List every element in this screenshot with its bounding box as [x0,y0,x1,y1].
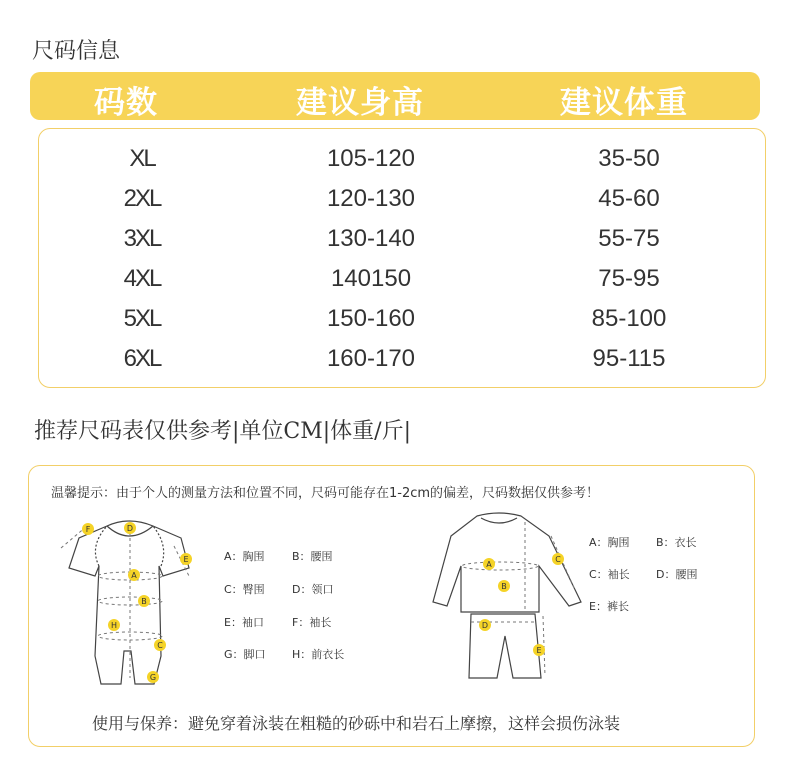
weight-cell: 55-75 [598,225,660,252]
badge-e [532,643,546,657]
size-table-header [30,72,760,120]
legend-item: F：袖长 [292,616,332,629]
height-cell: 130-140 [326,225,416,252]
size-cell: 3XL [123,225,161,252]
measurement-guide [28,465,755,747]
svg-text:F: F [85,525,91,534]
svg-text:G: G [149,673,157,682]
legend-item: D：腰围 [656,568,698,581]
height-cell: 160-170 [326,345,416,372]
header-weight: 建议体重 [560,85,688,121]
weight-cell: 95-115 [592,345,666,372]
size-cell: 6XL [123,345,161,372]
legend-item: E：裤长 [589,600,629,613]
badge-b [497,579,511,593]
legend-item: G：脚口 [224,648,266,661]
svg-text:B: B [501,582,507,591]
height-cell: 120-130 [326,185,416,212]
badge-c [551,552,565,566]
legend-item: C：袖长 [589,568,630,581]
size-cell: 4XL [123,265,161,292]
badge-d [478,618,492,632]
height-cell: 140150 [330,265,412,292]
size-cell: XL [129,145,155,172]
badge-a [482,557,496,571]
svg-text:C: C [555,555,561,564]
legend-item: A：胸围 [589,536,630,549]
header-height: 建议身高 [296,85,424,121]
table-row [39,305,765,339]
split-swimsuit-illustration [29,466,756,748]
svg-text:A: A [131,571,137,580]
svg-text:B: B [141,597,147,606]
height-cell: 105-120 [326,145,416,172]
size-table [38,128,766,388]
weight-cell: 85-100 [591,305,667,332]
table-row [39,185,765,219]
svg-text:D: D [126,524,134,533]
height-cell: 150-160 [326,305,416,332]
table-row [39,225,765,259]
svg-text:D: D [481,621,489,630]
size-cell: 2XL [123,185,161,212]
reference-note: 推荐尺码表仅供参考|单位CM|体重/斤| [34,419,412,444]
measurement-tip: 温馨提示：由于个人的测量方法和位置不同，尺码可能存在1-2cm的偏差，尺码数据仅供参考！ [51,486,600,501]
care-instructions: 使用与保养：避免穿着泳装在粗糙的砂砾中和岩石上摩擦，这样会损伤泳装 [92,714,621,733]
legend-item: A：胸围 [224,550,265,563]
size-cell: 5XL [123,305,161,332]
svg-text:C: C [157,641,163,650]
svg-text:H: H [110,621,118,630]
header-size: 码数 [94,85,158,121]
weight-cell: 75-95 [598,265,660,292]
weight-cell: 35-50 [598,145,660,172]
table-row [39,345,765,379]
legend-item: C：臀围 [224,583,265,596]
legend-item: B：衣长 [656,536,697,549]
legend-item: B：腰围 [292,550,333,563]
svg-text:E: E [183,555,189,564]
table-row [39,145,765,179]
legend-item: E：袖口 [224,616,264,629]
svg-text:E: E [536,646,542,655]
table-row [39,265,765,299]
legend-item: H：前衣长 [292,648,345,661]
weight-cell: 45-60 [598,185,660,212]
page-title: 尺码信息 [32,39,121,64]
legend-item: D：领口 [292,583,334,596]
svg-text:A: A [486,560,492,569]
